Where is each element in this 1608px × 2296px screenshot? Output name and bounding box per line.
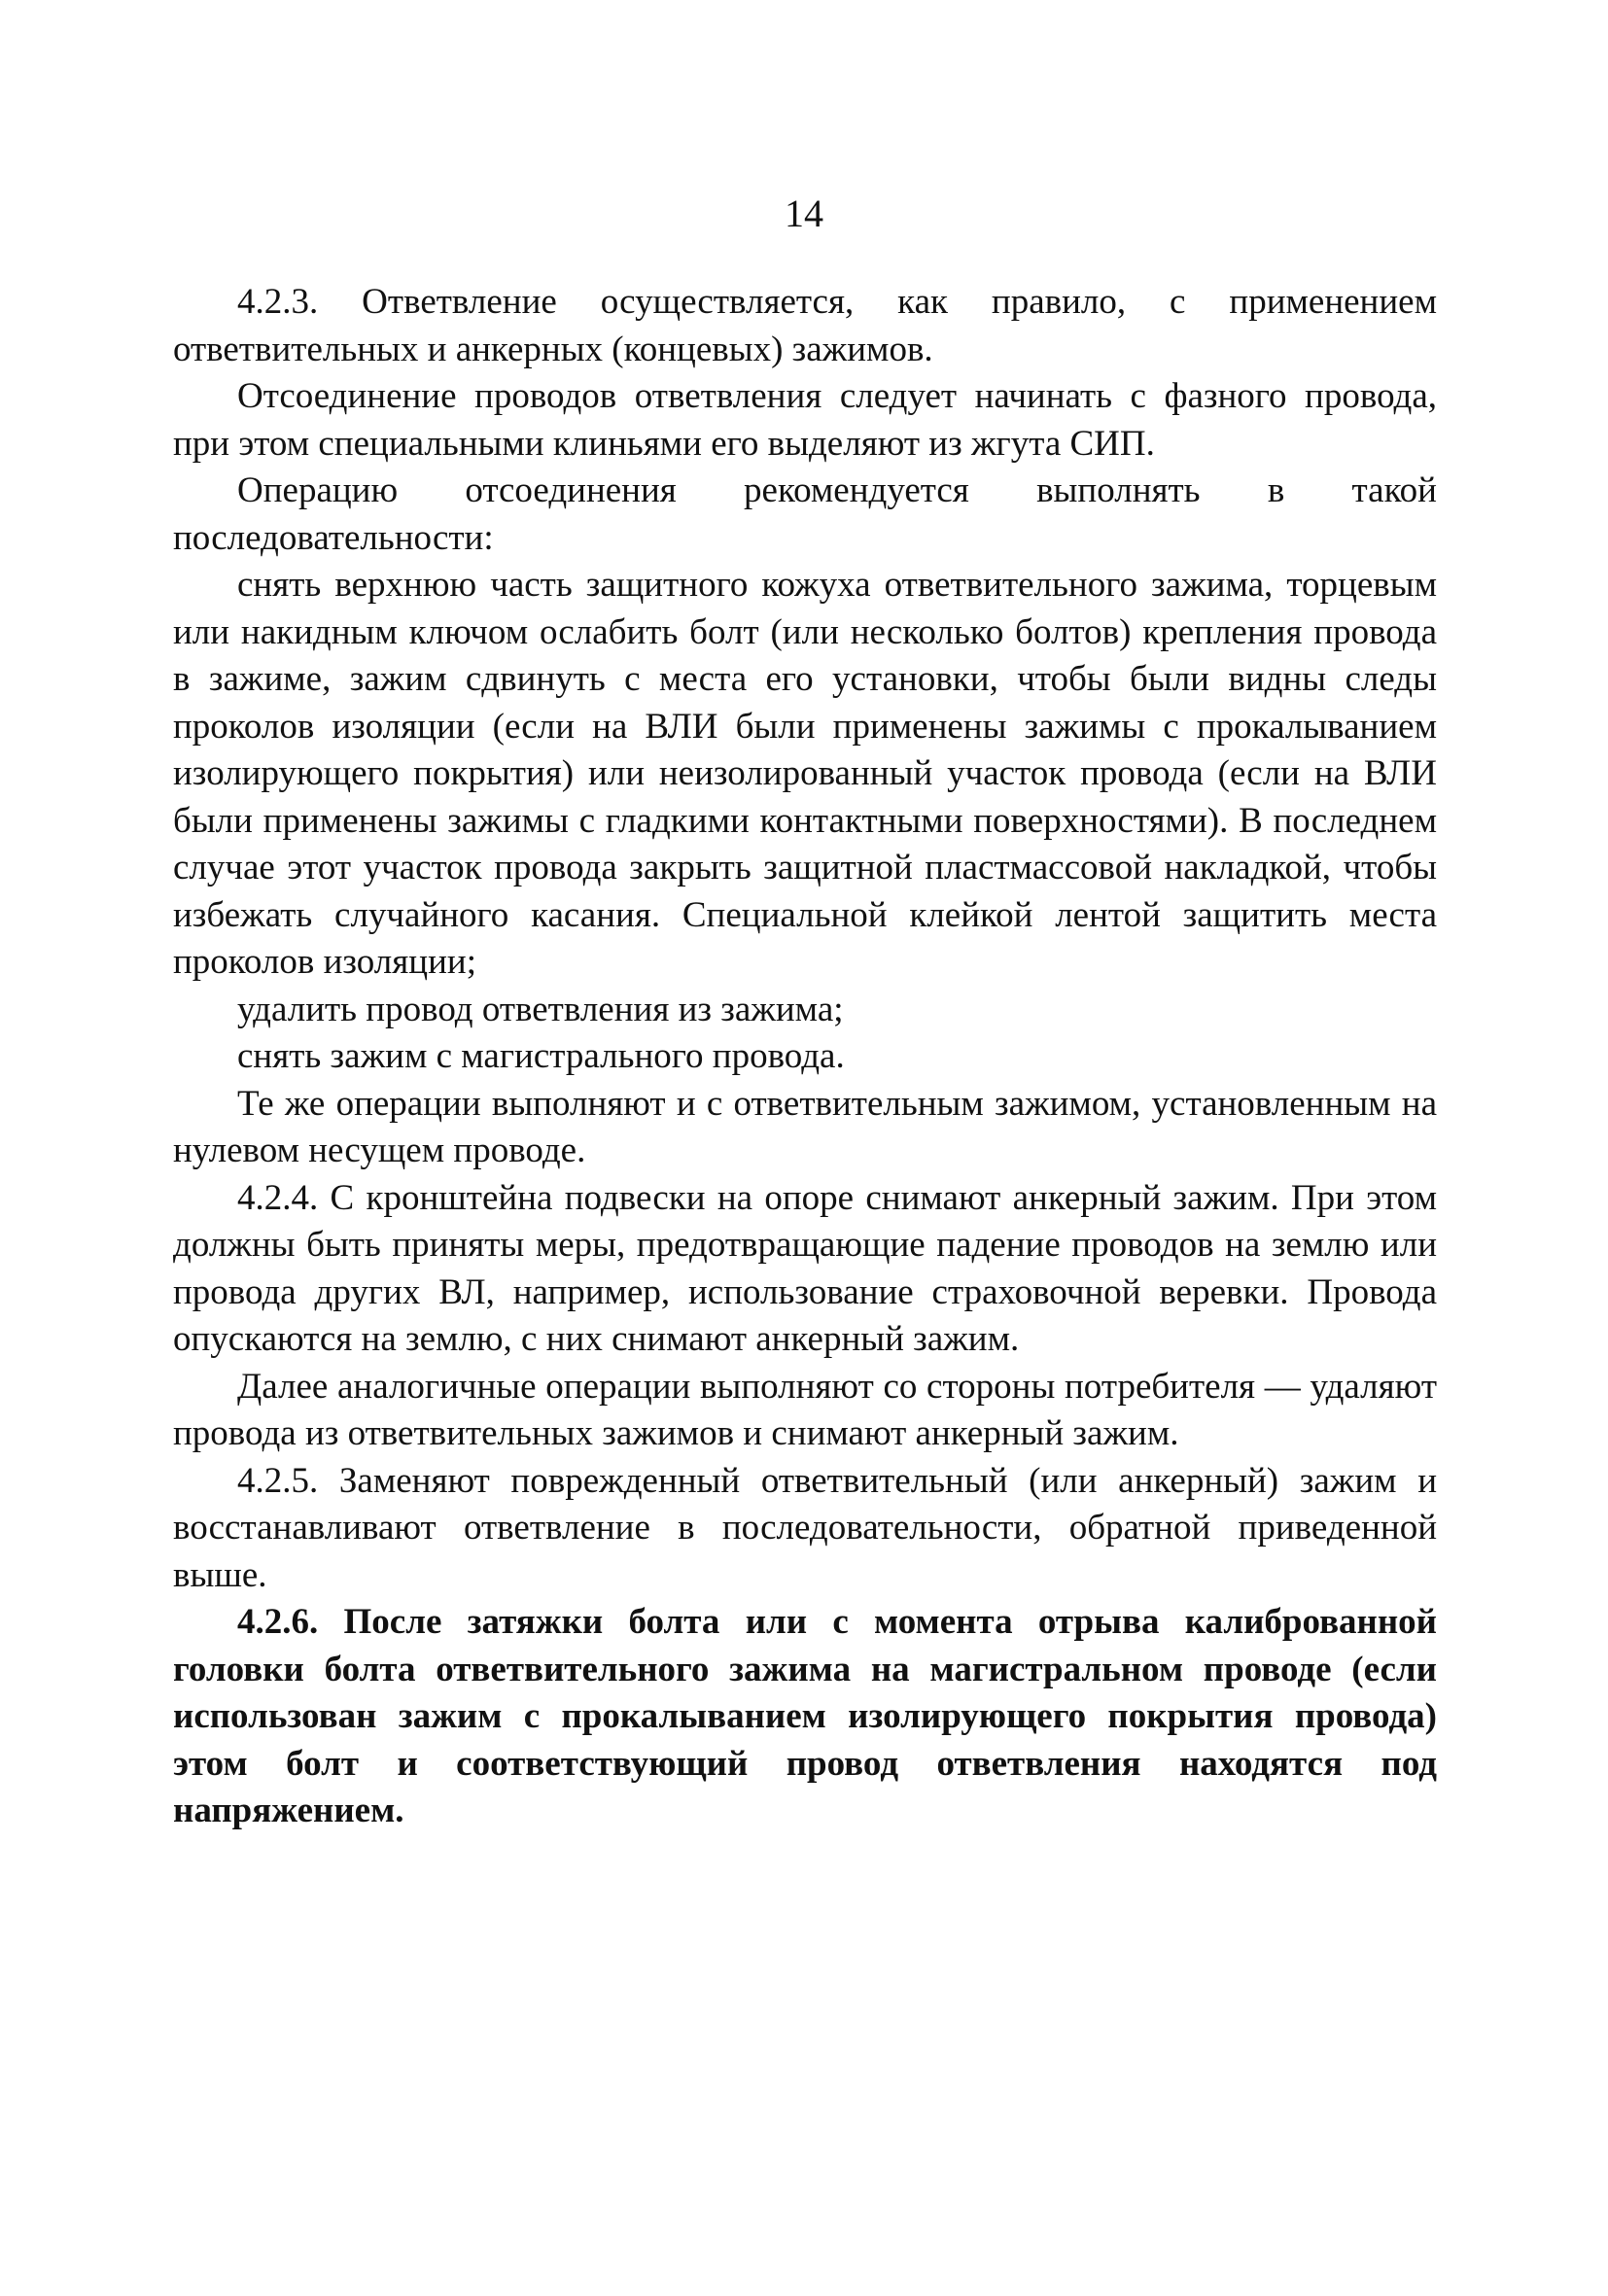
list-item-remove-cover: снять верхнюю часть защитного кожуха ответвительного зажима, торцевым или накидным ключом ослабить болт (или несколько болтов) крепления провода в зажиме, зажим сдвинуть с места его установки, чтобы были видны следы проколов изоляции (если на ВЛИ были применены зажимы с прокалыванием изолирующего покрытия) или неизолированный участок провода (если на ВЛИ были применены зажимы с гладкими контактными поверхностями). В последнем случае этот участок провода закрыть защитной пластмассовой накладкой, чтобы избежать случайного касания. Специальной клейкой лентой защитить места проколов изоляции; <box>173 565 1437 982</box>
paragraph-operation-sequence: Операцию отсоединения рекомендуется выполнять в такой последовательности: <box>173 470 1437 558</box>
page-number: 14 <box>785 191 823 235</box>
paragraph-4-2-4: 4.2.4. С кронштейна подвески на опоре снимают анкерный зажим. При этом должны быть приняты меры, предотвращающие падение проводов на землю или провода других ВЛ, например, использование страховочной веревки. Провода опускаются на землю, с них снимают анкерный зажим. <box>173 1177 1437 1359</box>
list-item-remove-wire: удалить провод ответвления из зажима; <box>237 989 844 1029</box>
paragraph-4-2-6-warning: 4.2.6. После затяжки болта или с момента отрыва калиброванной головки болта ответвительного зажима на магистральном проводе (если использован зажим с прокалыванием изолирующего покрытия провода) этом болт и соответствующий провод ответвления находятся под напряжением. <box>173 1602 1437 1830</box>
paragraph-4-2-3: 4.2.3. Ответвление осуществляется, как правило, с применением ответвительных и анкерных (концевых) зажимов. <box>173 282 1437 369</box>
paragraph-disconnect-order: Отсоединение проводов ответвления следует начинать с фазного провода, при этом специальными клиньями его выделяют из жгута СИП. <box>173 376 1437 464</box>
paragraph-4-2-5: 4.2.5. Заменяют поврежденный ответвительный (или анкерный) зажим и восстанавливают ответвление в последовательности, обратной приведенной выше. <box>173 1460 1437 1595</box>
list-item-remove-clamp: снять зажим с магистрального провода. <box>237 1036 845 1076</box>
paragraph-neutral-wire: Те же операции выполняют и с ответвительным зажимом, установленным на нулевом несущем проводе. <box>173 1083 1437 1170</box>
page-body <box>173 279 1437 1835</box>
paragraph-consumer-side: Далее аналогичные операции выполняют со стороны потребителя — удаляют провода из ответвительных зажимов и снимают анкерный зажим. <box>173 1366 1437 1453</box>
